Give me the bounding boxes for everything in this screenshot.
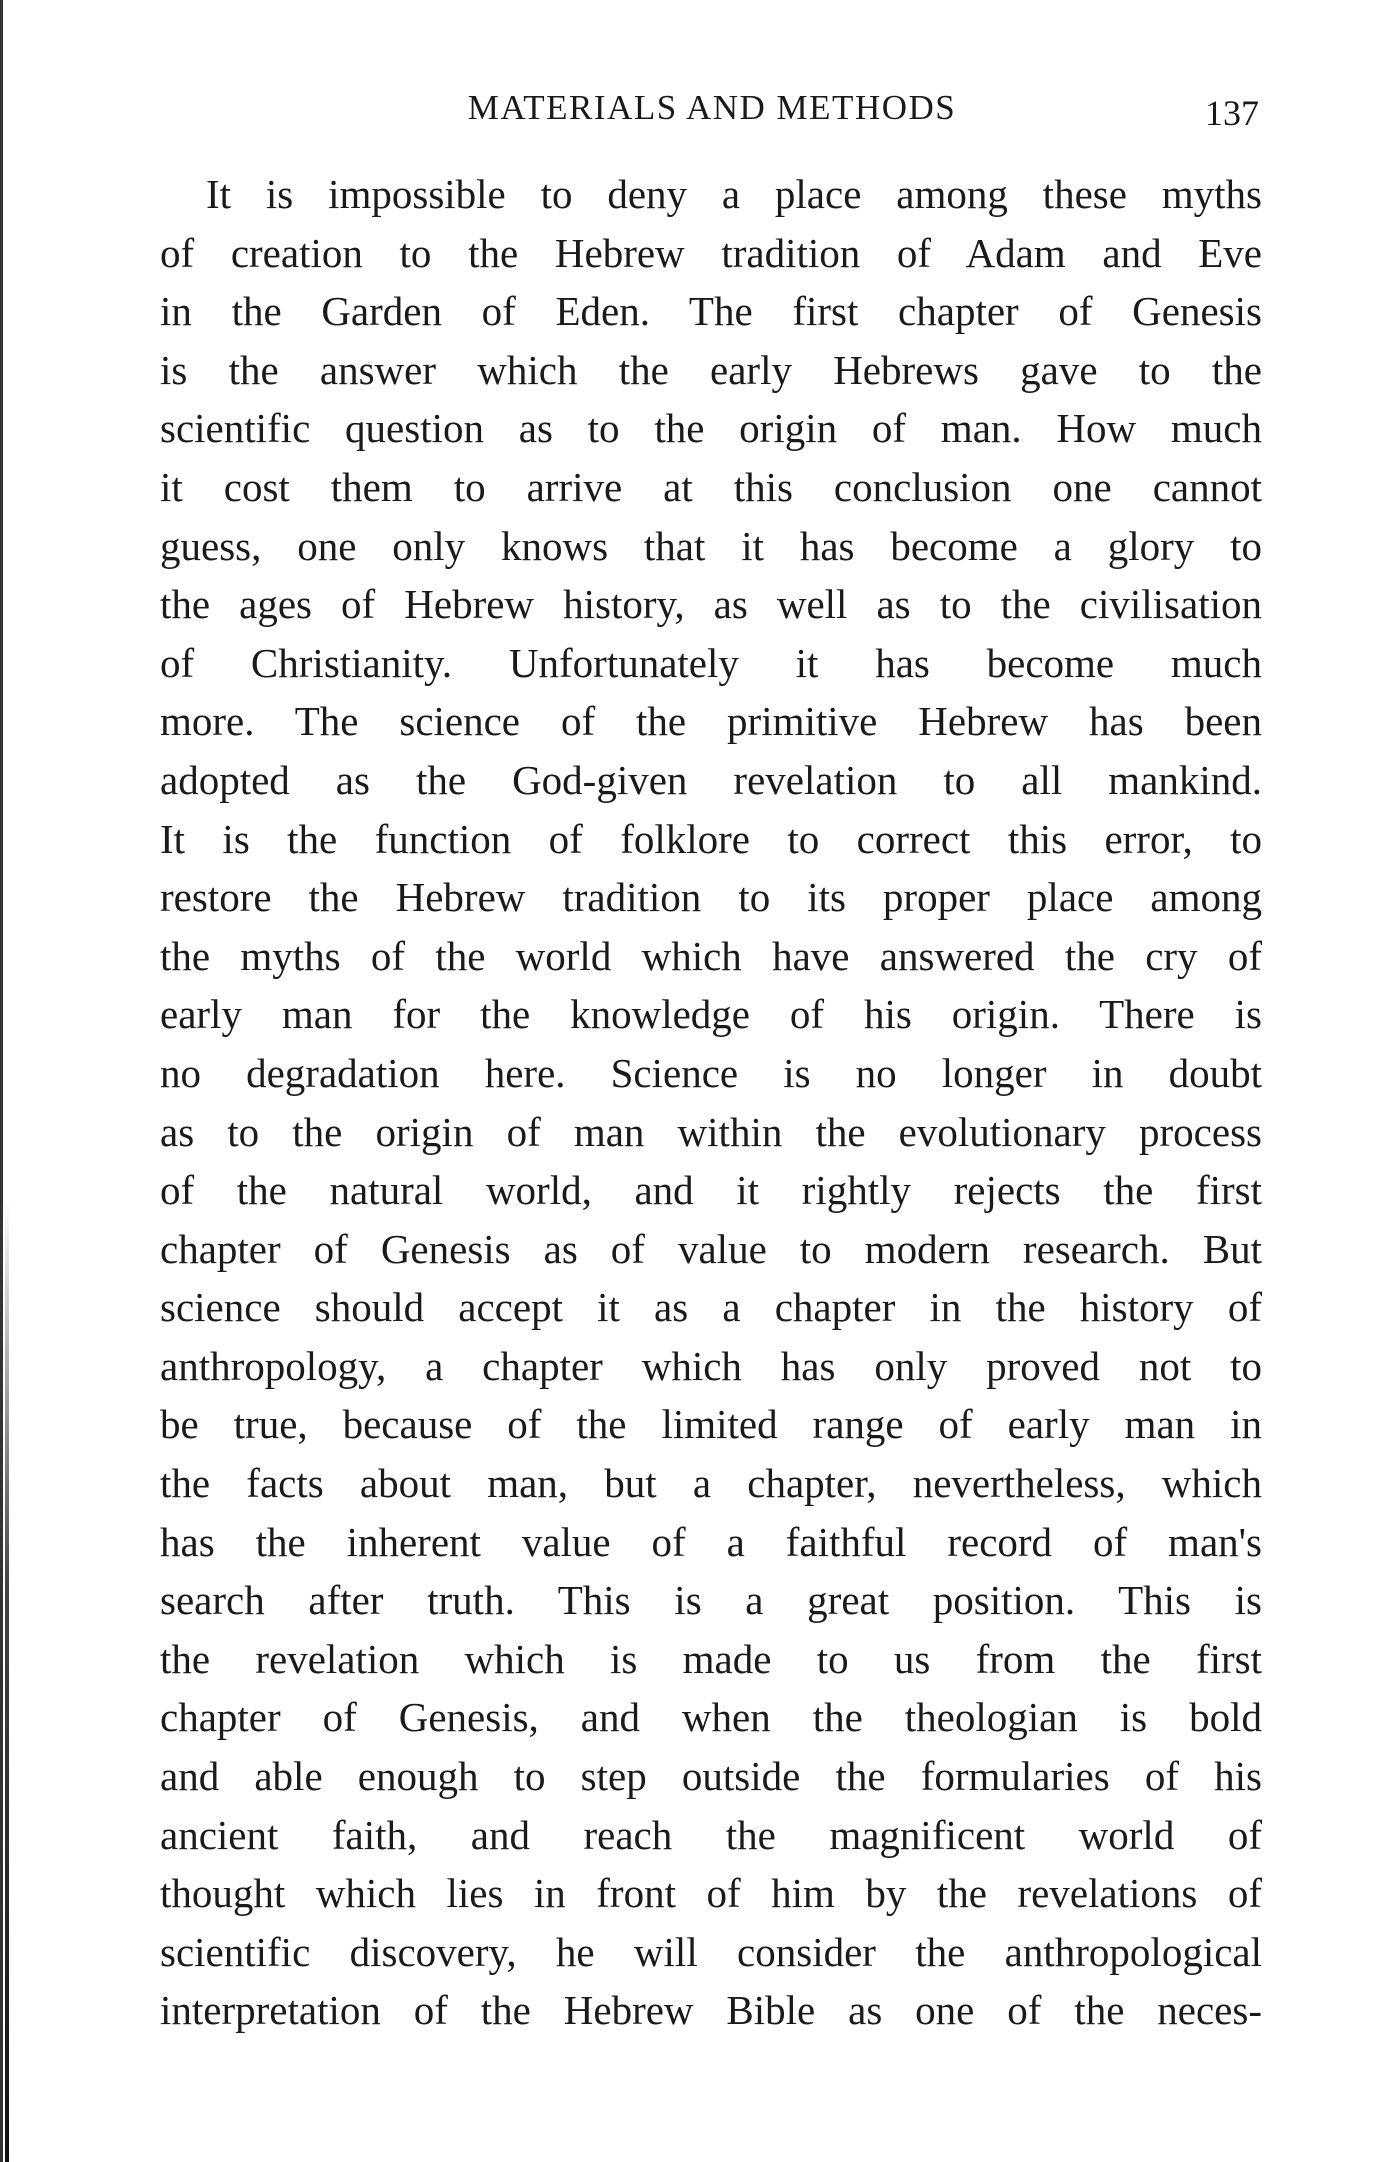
text-line: restore the Hebrew tradition to its proper place among (160, 874, 1262, 921)
text-line: thought which lies in front of him by the revelations of (160, 1870, 1262, 1917)
text-line: be true, because of the limited range of early man in (160, 1401, 1262, 1448)
body-text (160, 165, 1262, 2040)
text-line: and able enough to step outside the formularies of his (160, 1753, 1262, 1800)
text-line: It is the function of folklore to correct this error, to (160, 815, 1262, 862)
text-line: interpretation of the Hebrew Bible as one of the neces- (160, 1987, 1262, 2034)
text-line: of Christianity. Unfortunately it has become much (160, 639, 1262, 686)
text-line: more. The science of the primitive Hebrew has been (160, 698, 1262, 745)
page-number: 137 (1205, 93, 1259, 133)
text-line: the myths of the world which have answered the cry of (160, 932, 1262, 979)
text-line: science should accept it as a chapter in the history of (160, 1284, 1262, 1331)
text-line: of creation to the Hebrew tradition of Adam and Eve (160, 229, 1262, 276)
page-spine-edge (0, 0, 3, 2162)
text-line: chapter of Genesis, and when the theologian is bold (160, 1694, 1262, 1741)
text-line: chapter of Genesis as of value to modern research. But (160, 1225, 1262, 1272)
text-line: has the inherent value of a faithful record of man's (160, 1518, 1262, 1565)
text-line: anthropology, a chapter which has only proved not to (160, 1342, 1262, 1389)
text-line: the revelation which is made to us from the first (160, 1635, 1262, 1682)
text-line: it cost them to arrive at this conclusion one cannot (160, 463, 1262, 510)
running-head: MATERIALS AND METHODS (467, 88, 957, 127)
text-line: It is impossible to deny a place among these myths (206, 171, 1262, 217)
text-line: search after truth. This is a great position. This is (160, 1577, 1262, 1624)
text-line: ancient faith, and reach the magnificent world of (160, 1811, 1262, 1858)
text-line: the facts about man, but a chapter, nevertheless, which (160, 1460, 1262, 1507)
text-line: adopted as the God-given revelation to all mankind. (160, 756, 1262, 803)
text-line: early man for the knowledge of his origin. There is (160, 991, 1262, 1038)
text-line: guess, one only knows that it has become a glory to (160, 522, 1262, 569)
text-line: in the Garden of Eden. The first chapter of Genesis (160, 288, 1262, 335)
text-line: scientific discovery, he will consider the anthropological (160, 1928, 1262, 1975)
text-line: is the answer which the early Hebrews gave to the (160, 346, 1262, 393)
text-line: of the natural world, and it rightly rejects the first (160, 1167, 1262, 1214)
text-line: the ages of Hebrew history, as well as to the civilisation (160, 581, 1262, 628)
text-line: no degradation here. Science is no longer in doubt (160, 1049, 1262, 1096)
text-line: scientific question as to the origin of man. How much (160, 405, 1262, 452)
page-gutter-shadow (5, 1200, 9, 2162)
text-line: as to the origin of man within the evolutionary process (160, 1108, 1262, 1155)
